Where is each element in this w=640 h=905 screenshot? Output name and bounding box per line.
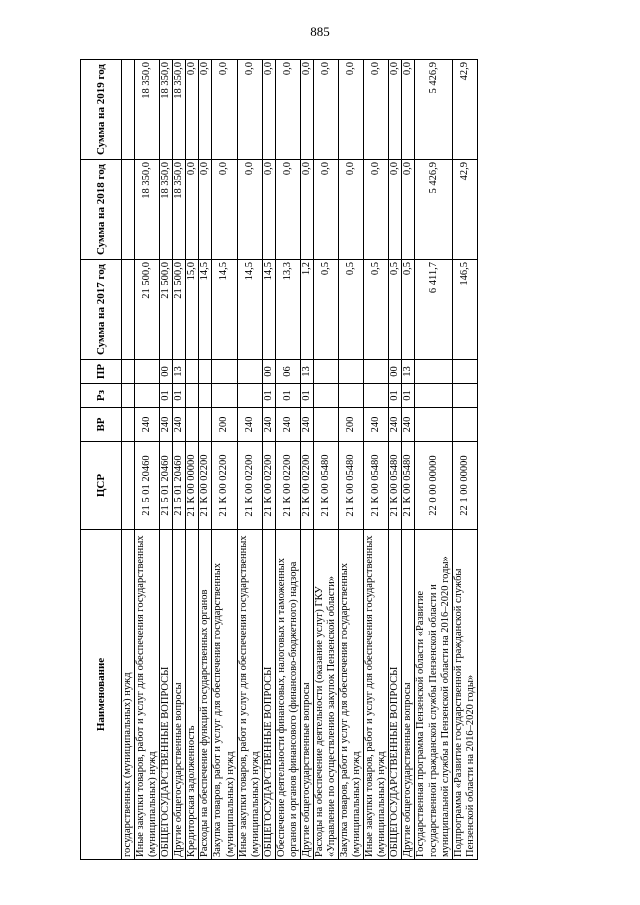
table-row [313,60,338,860]
cell-rz [364,384,389,408]
cell-rz: 01 [262,384,275,408]
budget-table [80,59,478,860]
cell-vr: 240 [173,408,186,442]
cell-sum-2017: 0,5 [389,260,402,360]
table-row [135,60,160,860]
cell-sum-2018: 0,0 [364,160,389,260]
header-sum-2017: Сумма на 2017 год [81,260,122,360]
cell-csr: 21 К 00 02200 [275,442,300,530]
cell-sum-2017: 14,5 [199,260,212,360]
cell-sum-2017: 0,5 [339,260,364,360]
cell-sum-2018: 0,0 [199,160,212,260]
cell-pr [122,360,135,384]
cell-rz [122,384,135,408]
cell-name: Кредиторская задолженность [186,530,199,860]
cell-pr [339,360,364,384]
cell-rz: 01 [300,384,313,408]
cell-sum-2018: 0,0 [339,160,364,260]
cell-vr [452,408,477,442]
cell-csr: 21 К 00 05480 [313,442,338,530]
cell-rz [212,384,237,408]
cell-csr: 21 5 01 20460 [135,442,160,530]
cell-sum-2019: 18 350,0 [135,60,160,160]
cell-sum-2019: 0,0 [313,60,338,160]
cell-vr: 240 [160,408,173,442]
table-row [186,60,199,860]
cell-name: Закупка товаров, работ и услуг для обеспечения государственных (муниципальных) нужд [212,530,237,860]
cell-sum-2019: 0,0 [186,60,199,160]
cell-pr: 06 [275,360,300,384]
table-row [237,60,262,860]
cell-sum-2017 [122,260,135,360]
header-row [81,60,122,860]
cell-name: Расходы на обеспечение функций государственных органов [199,530,212,860]
cell-sum-2019: 0,0 [300,60,313,160]
cell-vr: 240 [262,408,275,442]
cell-sum-2017: 21 500,0 [173,260,186,360]
cell-rz [199,384,212,408]
cell-pr [237,360,262,384]
cell-sum-2017: 21 500,0 [160,260,173,360]
cell-name: Закупка товаров, работ и услуг для обеспечения государственных (муниципальных) нужд [339,530,364,860]
cell-name: государственных (муниципальных) нужд [122,530,135,860]
cell-sum-2018: 42,9 [452,160,477,260]
cell-name: Другие общегосударственные вопросы [300,530,313,860]
cell-rz: 01 [160,384,173,408]
table-row [199,60,212,860]
cell-vr: 240 [364,408,389,442]
cell-rz [237,384,262,408]
cell-sum-2017: 13,3 [275,260,300,360]
cell-rz [452,384,477,408]
cell-rz [186,384,199,408]
budget-table-sheet [80,60,560,860]
cell-pr [452,360,477,384]
cell-sum-2019 [122,60,135,160]
page-number: 885 [310,24,330,39]
table-row [364,60,389,860]
cell-sum-2019: 5 426,9 [415,60,452,160]
cell-vr: 240 [275,408,300,442]
cell-sum-2018: 0,0 [262,160,275,260]
table-row [402,60,415,860]
cell-csr: 21 К 00 02200 [237,442,262,530]
cell-pr: 00 [389,360,402,384]
cell-sum-2017: 0,5 [364,260,389,360]
cell-sum-2017: 14,5 [212,260,237,360]
cell-sum-2019: 0,0 [339,60,364,160]
cell-sum-2018: 0,0 [186,160,199,260]
cell-sum-2019: 0,0 [262,60,275,160]
cell-pr: 13 [300,360,313,384]
cell-sum-2019: 0,0 [237,60,262,160]
cell-pr [186,360,199,384]
cell-sum-2019: 0,0 [389,60,402,160]
cell-sum-2019: 42,9 [452,60,477,160]
cell-name: Другие общегосударственные вопросы [402,530,415,860]
cell-vr: 240 [300,408,313,442]
cell-sum-2017: 1,2 [300,260,313,360]
cell-sum-2019: 0,0 [275,60,300,160]
cell-pr: 13 [173,360,186,384]
cell-vr [415,408,452,442]
cell-sum-2018: 18 350,0 [160,160,173,260]
cell-sum-2019: 18 350,0 [173,60,186,160]
cell-vr: 240 [237,408,262,442]
cell-vr: 240 [402,408,415,442]
cell-sum-2019: 0,0 [212,60,237,160]
cell-sum-2018: 0,0 [237,160,262,260]
table-row [339,60,364,860]
cell-name: Другие общегосударственные вопросы [173,530,186,860]
table-row [212,60,237,860]
cell-csr [122,442,135,530]
cell-sum-2017: 0,5 [313,260,338,360]
table-row [262,60,275,860]
cell-rz [313,384,338,408]
cell-vr [199,408,212,442]
cell-pr: 00 [160,360,173,384]
cell-pr [415,360,452,384]
cell-rz [415,384,452,408]
cell-name: Обеспечение деятельности финансовых, налоговых и таможенных органов и органов финансового (финансово-бюджетного) надзора [275,530,300,860]
cell-rz: 01 [402,384,415,408]
cell-csr: 21 К 00 05480 [402,442,415,530]
cell-sum-2019: 0,0 [402,60,415,160]
cell-vr: 200 [339,408,364,442]
cell-sum-2017: 14,5 [262,260,275,360]
cell-sum-2018: 0,0 [313,160,338,260]
table-body [122,60,478,860]
cell-csr: 22 0 00 00000 [415,442,452,530]
cell-sum-2018: 0,0 [300,160,313,260]
cell-name: Расходы на обеспечение деятельности (оказание услуг) ГКУ «Управление по осуществлению закупок Пензенской области» [313,530,338,860]
cell-sum-2018: 0,0 [402,160,415,260]
cell-pr [199,360,212,384]
table-row [275,60,300,860]
cell-sum-2017: 6 411,7 [415,260,452,360]
header-name: Наименование [81,530,122,860]
cell-pr [135,360,160,384]
header-pr: ПР [81,360,122,384]
cell-rz [339,384,364,408]
header-vr: ВР [81,408,122,442]
cell-csr: 21 К 00 05480 [364,442,389,530]
cell-pr [364,360,389,384]
table-row [452,60,477,860]
cell-csr: 21 К 00 00000 [186,442,199,530]
cell-sum-2018: 18 350,0 [173,160,186,260]
cell-sum-2019: 0,0 [199,60,212,160]
cell-csr: 22 1 00 00000 [452,442,477,530]
cell-sum-2017: 146,5 [452,260,477,360]
table-row [160,60,173,860]
cell-rz: 01 [389,384,402,408]
cell-name: Иные закупки товаров, работ и услуг для обеспечения государственных (муниципальных) нужд [364,530,389,860]
cell-sum-2017: 15,0 [186,260,199,360]
cell-pr: 00 [262,360,275,384]
cell-sum-2019: 18 350,0 [160,60,173,160]
cell-pr [313,360,338,384]
cell-sum-2018: 0,0 [389,160,402,260]
header-rz: Рз [81,384,122,408]
cell-pr [212,360,237,384]
cell-sum-2019: 0,0 [364,60,389,160]
cell-name: Государственная программа Пензенской области «Развитие государственной гражданской службы Пензенской области и муниципальной службы в Пензенской области на 2016–2020 годы» [415,530,452,860]
table-row [173,60,186,860]
cell-pr: 13 [402,360,415,384]
header-csr: ЦСР [81,442,122,530]
cell-csr: 21 К 00 02200 [212,442,237,530]
cell-sum-2018: 5 426,9 [415,160,452,260]
table-row [300,60,313,860]
cell-sum-2018: 0,0 [212,160,237,260]
table-row [389,60,402,860]
cell-vr: 240 [389,408,402,442]
cell-rz: 01 [275,384,300,408]
cell-name: Подпрограмма «Развитие государственной гражданской службы Пензенской области на 2016–2020 годы» [452,530,477,860]
cell-csr: 21 5 01 20460 [173,442,186,530]
cell-vr: 240 [135,408,160,442]
cell-sum-2017: 0,5 [402,260,415,360]
cell-csr: 21 5 01 20460 [160,442,173,530]
cell-sum-2017: 21 500,0 [135,260,160,360]
cell-rz: 01 [173,384,186,408]
cell-sum-2018: 18 350,0 [135,160,160,260]
table-row [415,60,452,860]
cell-vr [186,408,199,442]
cell-vr: 200 [212,408,237,442]
cell-name: ОБЩЕГОСУДАРСТВЕННЫЕ ВОПРОСЫ [160,530,173,860]
cell-name: ОБЩЕГОСУДАРСТВЕННЫЕ ВОПРОСЫ [389,530,402,860]
cell-sum-2017: 14,5 [237,260,262,360]
cell-csr: 21 К 00 02200 [199,442,212,530]
table-row [122,60,135,860]
cell-csr: 21 К 00 02200 [300,442,313,530]
cell-csr: 21 К 00 05480 [389,442,402,530]
header-sum-2019: Сумма на 2019 год [81,60,122,160]
cell-name: Иные закупки товаров, работ и услуг для обеспечения государственных (муниципальных) нужд [135,530,160,860]
cell-csr: 21 К 00 02200 [262,442,275,530]
header-sum-2018: Сумма на 2018 год [81,160,122,260]
cell-vr [313,408,338,442]
cell-sum-2018: 0,0 [275,160,300,260]
cell-rz [135,384,160,408]
cell-sum-2018 [122,160,135,260]
cell-name: Иные закупки товаров, работ и услуг для обеспечения государственных (муниципальных) нужд [237,530,262,860]
cell-name: ОБЩЕГОСУДАРСТВЕННЫЕ ВОПРОСЫ [262,530,275,860]
cell-csr: 21 К 00 05480 [339,442,364,530]
cell-vr [122,408,135,442]
